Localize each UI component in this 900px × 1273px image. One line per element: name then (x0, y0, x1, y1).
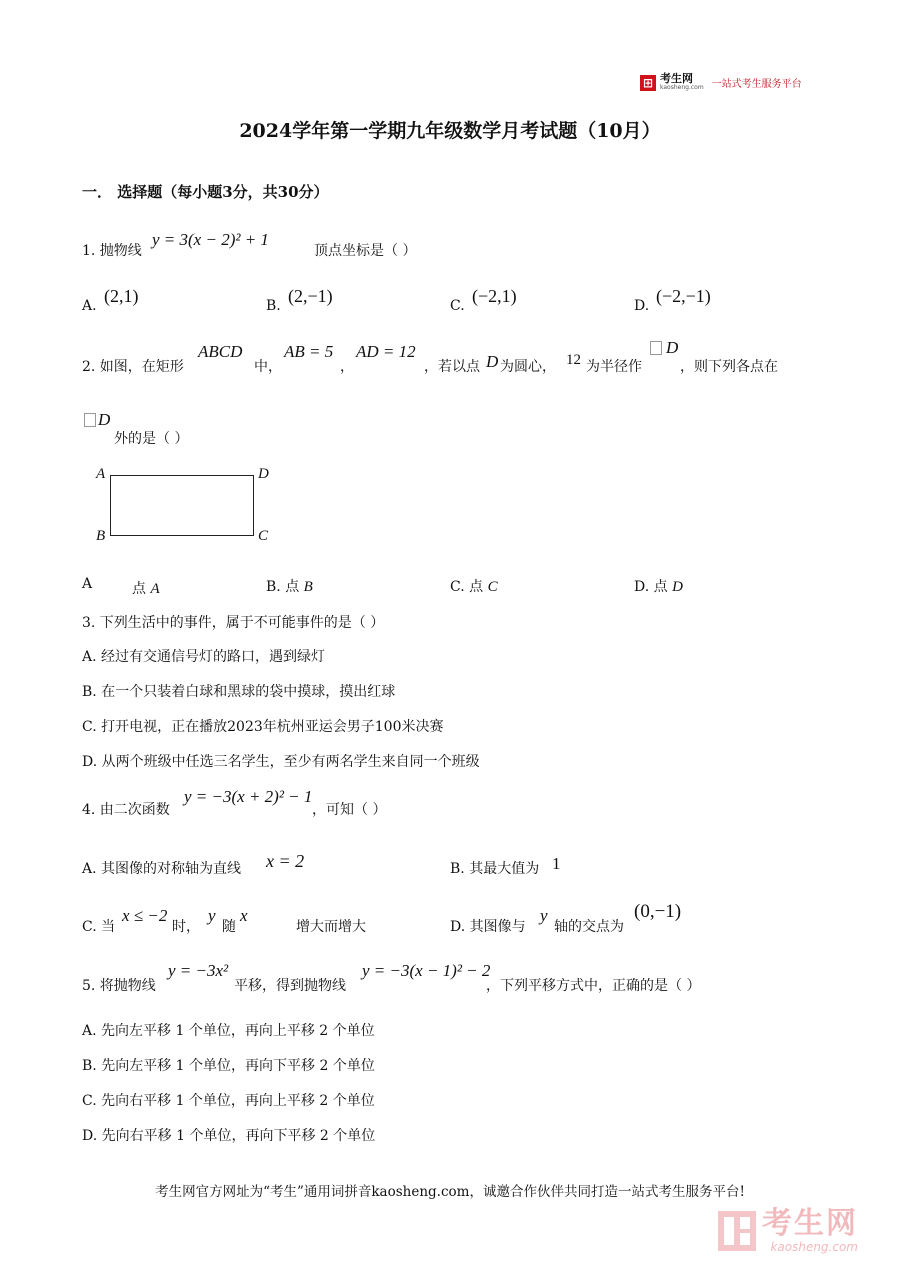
q5-prefix: 5. 将抛物线 (82, 978, 156, 994)
option-text: 其图像的对称轴为直线 (101, 861, 242, 877)
q4-option-c-t3: 随 (222, 919, 236, 935)
q4-option-a (82, 858, 241, 878)
option-text: 打开电视，正在播放2023年杭州亚运会男子100米决赛 (101, 719, 444, 735)
option-text: 先向左平移 1 个单位，再向下平移 2 个单位 (101, 1058, 375, 1074)
option-text: 点 (469, 579, 484, 595)
option-point: D (672, 579, 683, 595)
vertex-label-b: B (96, 528, 106, 544)
site-logo (640, 74, 802, 91)
option-text: 在一个只装着白球和黑球的袋中摸球，摸出红球 (101, 684, 396, 700)
section-heading: 一． 选择题（每小题3分，共30分） (82, 183, 329, 201)
option-label: B. (266, 579, 281, 595)
vertex-label-a: A (96, 466, 106, 482)
q5-option-b (82, 1055, 375, 1075)
option-label: B. (450, 861, 465, 877)
q1-stem (82, 240, 142, 260)
q3-stem: 3. 下列生活中的事件，属于不可能事件的是（ ） (82, 615, 385, 631)
q5-suffix: ，下列平移方式中，正确的是（ ） (486, 978, 701, 994)
q2-option-a-label: A (82, 576, 93, 592)
q3-option-a (82, 646, 325, 666)
q5-formula-2: y = −3(x − 1)² − 2 (362, 961, 491, 980)
q1-option-b-value: (2,−1) (288, 286, 333, 306)
rectangle-figure (110, 475, 254, 536)
q5-option-d (82, 1125, 375, 1145)
q2-text-zhong: 中， (254, 359, 282, 375)
q2-prefix: 2. 如图，在矩形 (82, 359, 184, 375)
q4-option-c-t4: 增大而增大 (296, 919, 366, 935)
option-label: C. (82, 1093, 97, 1109)
q1-option-d: D. (634, 298, 650, 314)
q2-option-a-text (132, 578, 160, 598)
q2-radius: 12 (566, 352, 581, 368)
option-point: B (303, 579, 313, 595)
option-text: 其最大值为 (469, 861, 540, 877)
q1-option-c: C. (450, 298, 465, 314)
logo-mark-icon: ⊞ (640, 75, 656, 91)
q1-prefix: 1. 抛物线 (82, 243, 142, 259)
q4-option-b (450, 858, 539, 878)
q2-ab: AB = 5 (284, 342, 334, 361)
q2-circle-d: D (666, 338, 679, 357)
option-text: 其图像与 (469, 919, 526, 935)
q5-mid: 平移，得到抛物线 (234, 978, 346, 994)
option-label: C. (82, 719, 97, 735)
logo-wordmark (660, 74, 704, 91)
option-label: A. (82, 298, 97, 314)
q2-option-c (450, 576, 498, 596)
q4-option-d-t2: 轴的交点为 (554, 919, 624, 935)
q4-option-d-math1: y (540, 906, 548, 925)
q2-text-center: 为圆心， (500, 359, 556, 375)
logo-tagline: 一站式考生服务平台 (711, 79, 802, 90)
q2-comma: ， (340, 359, 354, 375)
option-label: D. (82, 1128, 98, 1144)
watermark (718, 1208, 858, 1254)
q5-option-a (82, 1020, 375, 1040)
option-label: A. (82, 861, 97, 877)
circle-symbol-icon (650, 340, 662, 356)
option-text: 点 (132, 581, 146, 597)
q1-option-a-value: (2,1) (104, 286, 139, 306)
option-label: C. (82, 919, 97, 935)
q2-ad: AD = 12 (356, 342, 416, 361)
option-label: A. (82, 1023, 97, 1039)
page-footer: 考生网官方网址为“考生”通用词拼音kaosheng.com，诚邀合作伙伴共同打造一站式考生服务平台! (155, 1184, 745, 1200)
q5-formula-1: y = −3x² (168, 961, 229, 980)
q5-option-c (82, 1090, 375, 1110)
logo-domain: kaosheng.com (660, 84, 704, 91)
q4-option-c-math2: y (208, 906, 216, 925)
option-point: A (150, 581, 160, 597)
q4-option-c-t2: 时， (172, 919, 200, 935)
q3-option-c (82, 716, 443, 736)
q2-text-ruoyi: ，若以点 (424, 359, 480, 375)
option-text: 经过有交通信号灯的路口，遇到绿灯 (101, 649, 326, 665)
q2-point-d: D (486, 352, 499, 371)
option-text: 先向右平移 1 个单位，再向上平移 2 个单位 (101, 1093, 375, 1109)
q4-prefix: 4. 由二次函数 (82, 802, 170, 818)
q2-rect-name: ABCD (198, 342, 243, 361)
watermark-text (762, 1208, 858, 1254)
option-label: C. (450, 579, 465, 595)
watermark-logo-icon (718, 1211, 756, 1251)
option-label: A. (82, 649, 97, 665)
circle-symbol-icon (84, 412, 96, 428)
option-text: 点 (285, 579, 300, 595)
q3-option-d (82, 751, 480, 771)
option-label: B. (82, 684, 97, 700)
q2-text-tail: ，则下列各点在 (680, 359, 778, 375)
q4-option-a-math: x = 2 (266, 851, 305, 871)
q4-option-c-math1: x ≤ −2 (122, 906, 168, 925)
option-text: 先向左平移 1 个单位，再向上平移 2 个单位 (101, 1023, 375, 1039)
q1-formula: y = 3(x − 2)² + 1 (152, 230, 269, 249)
q1-option-b: B. (266, 298, 281, 314)
q4-option-d-math2: (0,−1) (634, 901, 682, 922)
option-label: B. (82, 1058, 97, 1074)
option-text: 从两个班级中任选三名学生，至少有两名学生来自同一个班级 (101, 754, 480, 770)
q4-option-d-label (450, 916, 526, 936)
q3-option-b (82, 681, 395, 701)
watermark-domain: kaosheng.com (770, 1240, 858, 1254)
q2-option-d (634, 576, 683, 596)
option-point: C (487, 579, 498, 595)
option-text: 点 (653, 579, 668, 595)
option-label: D. (450, 919, 466, 935)
page-title: 2024学年第一学期九年级数学月考试题（10月） (239, 120, 661, 142)
q1-option-d-value: (−2,−1) (656, 286, 711, 306)
q2-line2-circle-d: D (98, 410, 111, 429)
q4-option-c-math3: x (240, 906, 248, 925)
q4-suffix: ，可知（ ） (312, 802, 387, 818)
option-label: D. (82, 754, 98, 770)
option-text: 当 (101, 919, 116, 935)
vertex-label-c: C (258, 528, 269, 544)
q1-option-a (82, 298, 97, 314)
vertex-label-d: D (258, 466, 269, 482)
option-text: 先向右平移 1 个单位，再向下平移 2 个单位 (101, 1128, 376, 1144)
logo-name: 考生网 (660, 72, 693, 85)
watermark-name: 考生网 (762, 1206, 858, 1241)
q4-option-c-label (82, 916, 115, 936)
q4-formula: y = −3(x + 2)² − 1 (184, 787, 313, 806)
q2-line2-text: 外的是（ ） (114, 431, 189, 447)
q4-option-b-math: 1 (552, 854, 561, 873)
q2-text-radius: 为半径作 (586, 359, 642, 375)
option-label: D. (634, 579, 650, 595)
q1-option-c-value: (−2,1) (472, 286, 517, 306)
q2-option-b (266, 576, 313, 596)
q1-suffix: 顶点坐标是（ ） (314, 243, 417, 259)
